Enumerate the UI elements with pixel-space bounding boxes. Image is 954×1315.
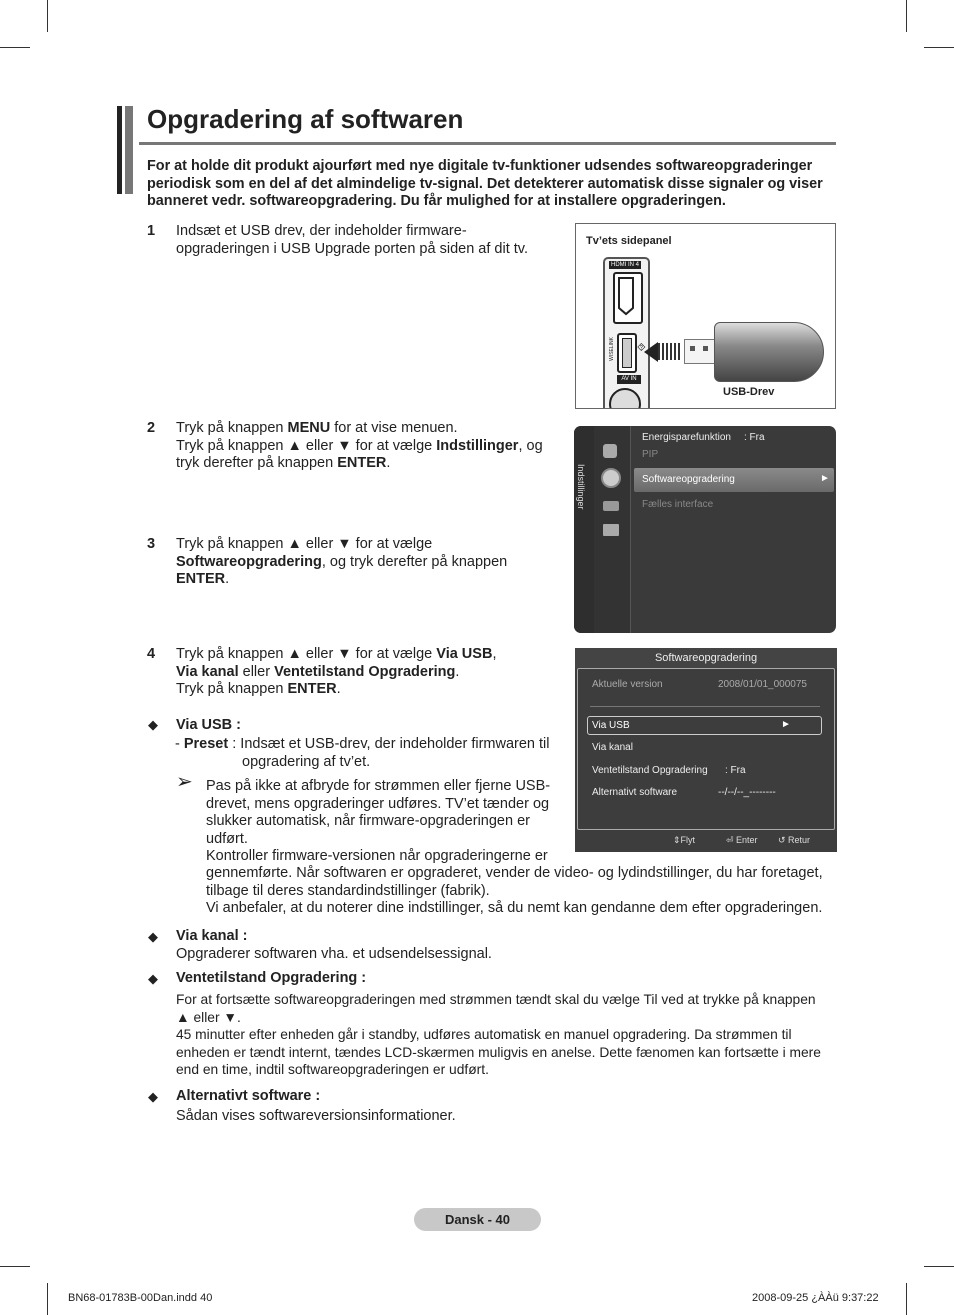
step-text-line: Pas på ikke at afbryde for strømmen eller fjerne USB-: [206, 778, 551, 794]
step-text-line: Indsæt et USB drev, der indeholder firmware-: [176, 223, 467, 239]
bullet-icon: ◆: [148, 971, 158, 986]
picture-menu-icon[interactable]: [603, 444, 617, 458]
hdmi-label: HDMI IN 4: [610, 262, 639, 268]
step-number: 1: [147, 223, 156, 239]
ventetilstand-option[interactable]: Ventetilstand Opgradering: [592, 765, 708, 776]
menu-side-strip: [574, 426, 594, 633]
step-text-line: [176, 571, 571, 589]
crop-mark: [0, 1266, 30, 1267]
move-icon: ⇕: [673, 835, 681, 845]
text-run: Tryk på knappen: [176, 420, 288, 436]
step-text-line: tilbage til deres standardindstillinger (fabrik).: [206, 882, 490, 899]
step-text-line: [175, 736, 575, 754]
text-run: for at vise menuen.: [330, 420, 458, 436]
text-run: -: [175, 736, 184, 752]
text-run: .: [336, 681, 341, 697]
text-run: eller: [238, 663, 275, 680]
text-run: Via USB: [436, 646, 493, 662]
text-run: ENTER: [176, 571, 226, 587]
step-text-line: [176, 646, 571, 664]
menu-item-energi-value: : Fra: [744, 432, 765, 443]
step-text-line: udført.: [206, 830, 248, 847]
menu-side-label: Indstillinger: [576, 464, 586, 510]
panel-title: Tv’ets sidepanel: [586, 235, 672, 247]
usb-drive-body: [714, 322, 824, 382]
hdmi-port-icon: [615, 274, 637, 318]
enter-icon: ⏎: [726, 835, 737, 845]
via-usb-label: Via USB: [592, 720, 630, 731]
text-run: Via kanal: [176, 663, 239, 680]
text-run: :: [228, 736, 241, 752]
via-kanal-heading: Via kanal :: [176, 928, 248, 944]
version-value: 2008/01/01_000075: [718, 679, 807, 690]
crop-mark: [906, 1283, 907, 1315]
step-text-line: opgraderingen i USB Upgrade porten på siden af dit tv.: [176, 240, 528, 257]
divider: [590, 706, 820, 707]
text-run: , og: [518, 437, 543, 454]
page-title: Opgradering af softwaren: [147, 104, 464, 134]
step-1-text: [176, 223, 566, 258]
via-kanal-option[interactable]: Via kanal: [592, 742, 633, 753]
text-run: Tryk på knappen ▲ eller ▼ for at vælge: [176, 437, 437, 454]
menu-item-faelles[interactable]: Fælles interface: [642, 499, 714, 510]
ventetilstand-text: [176, 991, 836, 1079]
menu-item-energi[interactable]: Energisparefunktion: [642, 432, 731, 443]
text-run: .: [225, 571, 230, 587]
text-run: .: [455, 663, 460, 680]
menu-item-pip[interactable]: PIP: [642, 449, 659, 460]
usb-drev-label: USB-Drev: [723, 386, 775, 398]
step-number: 3: [147, 536, 156, 552]
step-text-line: Vi anbefaler, at du noterer dine indstillinger, så du nemt kan gendanne dem efter opgraderingen.: [206, 900, 823, 916]
note-text: [206, 778, 576, 866]
step-text-line: Tryk på knappen ▲ eller ▼ for at vælge: [176, 536, 433, 552]
step-text-line: Kontroller firmware-versionen når opgraderingerne er: [206, 848, 548, 864]
via-usb-heading: Via USB :: [176, 717, 242, 733]
note-text-continued: [206, 865, 846, 918]
step-number: 2: [147, 420, 156, 436]
title-accent-bar: [125, 106, 133, 194]
footer-filename: BN68-01783B-00Dan.indd 40: [68, 1292, 213, 1304]
alternativt-option[interactable]: Alternativt software: [592, 787, 678, 798]
text-run: ,: [492, 646, 497, 662]
page-number-badge: Dansk - 40: [414, 1208, 541, 1231]
ventetilstand-value: : Fra: [725, 765, 746, 776]
text-run: MENU: [287, 420, 331, 436]
preset-text: [175, 736, 575, 771]
nav-flyt: [673, 835, 695, 846]
via-usb-arrow-icon: ►: [781, 719, 791, 730]
bullet-icon: ◆: [148, 1089, 158, 1104]
crop-mark: [924, 1266, 954, 1267]
crop-mark: [47, 0, 48, 32]
step-text-line: [176, 420, 571, 438]
footer-date: 2008-09-25 ¿ÀÀü 9:37:22: [752, 1292, 879, 1304]
via-kanal-text: Opgraderer softwaren vha. et udsendelsessignal.: [176, 946, 492, 962]
usb-symbol-icon: ⯑: [637, 342, 646, 354]
step-text-line: enheden er tændt internt, tændes LCD-skærmen muligvis en anelse. Dette fænomen kan fortsætte i mere: [176, 1044, 821, 1060]
hdmi-port: [613, 272, 643, 324]
menu-item-arrow-icon: ►: [820, 473, 830, 484]
usb-port-slot: [622, 338, 632, 368]
settings-gear-icon[interactable]: [601, 468, 621, 488]
text-run: , og tryk derefter på knappen: [321, 553, 508, 570]
text-run: Tryk på knappen ▲ eller ▼ for at vælge: [176, 646, 437, 662]
step-text-line: [176, 681, 571, 699]
crop-mark: [906, 0, 907, 32]
step-text-line: slukker automatisk, når firmware-opgraderingen er: [206, 813, 530, 829]
return-icon: ↺: [778, 835, 789, 845]
nav-label: Flyt: [680, 835, 696, 845]
tv-side-panel-illustration: [575, 223, 836, 409]
step-text-line: [176, 664, 571, 682]
step-2-text: [176, 420, 571, 473]
ventetilstand-heading: Ventetilstand Opgradering :: [176, 970, 367, 986]
title-accent-bar: [117, 106, 122, 194]
step-text-line: opgradering af tv’et.: [242, 753, 371, 770]
note-arrow-icon: ➢: [176, 771, 193, 793]
alternativt-heading: Alternativt software :: [176, 1088, 321, 1104]
crop-mark: [47, 1283, 48, 1315]
nav-retur: [778, 835, 810, 846]
step-text-line: drevet, mens opgraderinger udføres. TV’et tænder og: [206, 795, 550, 812]
avin-label: AV IN: [617, 375, 641, 384]
text-run: Indstillinger: [436, 437, 519, 454]
alternativt-value: --/--/--_--------: [718, 787, 776, 798]
intro-paragraph: For at holde dit produkt ajourført med nye digitale tv-funktioner udsendes softwareopgraderinger periodisk som en del af det almindelige tv-signal. Det detekterer automatisk disse signaler og viser banneret vedr. softwareopgradering. Du får mulighed for at installere opgraderingen.: [147, 158, 823, 209]
text-run: Ventetilstand Opgradering: [274, 663, 456, 680]
step-number: 4: [147, 646, 156, 662]
text-run: ENTER: [337, 455, 387, 471]
step-text-line: end en time, indtil softwareopgraderingen er udført.: [176, 1062, 489, 1078]
nav-label: Enter: [736, 835, 758, 845]
wiselink-label: WISELINK: [609, 337, 615, 361]
step-text-line: For at fortsætte softwareopgraderingen med strømmen tændt skal du vælge Til ved at trykke på knappen: [176, 992, 816, 1007]
text-run: ENTER: [287, 681, 337, 697]
text-run: Softwareopgradering: [176, 553, 322, 570]
settings-menu-screenshot: [574, 426, 836, 633]
step-text-line: ▲ eller ▼.: [176, 1009, 241, 1025]
step-text-line: gennemførte. Når softwaren er opgraderet, vender de video- og lydindstillinger, du har foretaget,: [206, 865, 823, 881]
text-run: tryk derefter på knappen: [176, 455, 338, 471]
text-run: Indsæt et USB-drev, der indeholder firmwaren til: [240, 736, 550, 752]
step-text-line: [176, 455, 571, 473]
text-run: Preset: [183, 736, 229, 752]
step-text-line: 45 minutter efter enheden går i standby, udføres automatisk en manuel opgradering. Da strømmen til: [176, 1027, 792, 1043]
nav-enter: [726, 835, 758, 846]
usb-drive-connector: [684, 339, 716, 364]
application-menu-icon[interactable]: [603, 524, 619, 536]
title-rule: [139, 142, 836, 145]
insert-arrow-tail: [658, 343, 680, 360]
software-upgrade-menu-screenshot: [575, 648, 837, 852]
text-run: .: [386, 455, 391, 471]
step-text-line: [176, 438, 571, 456]
step-3-text: [176, 536, 571, 589]
version-label: Aktuelle version: [592, 679, 663, 690]
input-menu-icon[interactable]: [603, 501, 619, 511]
nav-label: Retur: [788, 835, 811, 845]
crop-mark: [924, 47, 954, 48]
usb-port: [617, 333, 637, 373]
alternativt-text: Sådan vises softwareversionsinformationer.: [176, 1108, 456, 1124]
sw-menu-header: Softwareopgradering: [575, 648, 837, 668]
step-text-line: [176, 554, 571, 572]
step-4-text: [176, 646, 571, 699]
crop-mark: [0, 47, 30, 48]
bullet-icon: ◆: [148, 929, 158, 944]
bullet-icon: ◆: [148, 717, 158, 732]
text-run: Tryk på knappen: [176, 681, 288, 697]
insert-arrow-icon: [644, 342, 658, 362]
menu-item-software[interactable]: Softwareopgradering: [642, 474, 735, 485]
